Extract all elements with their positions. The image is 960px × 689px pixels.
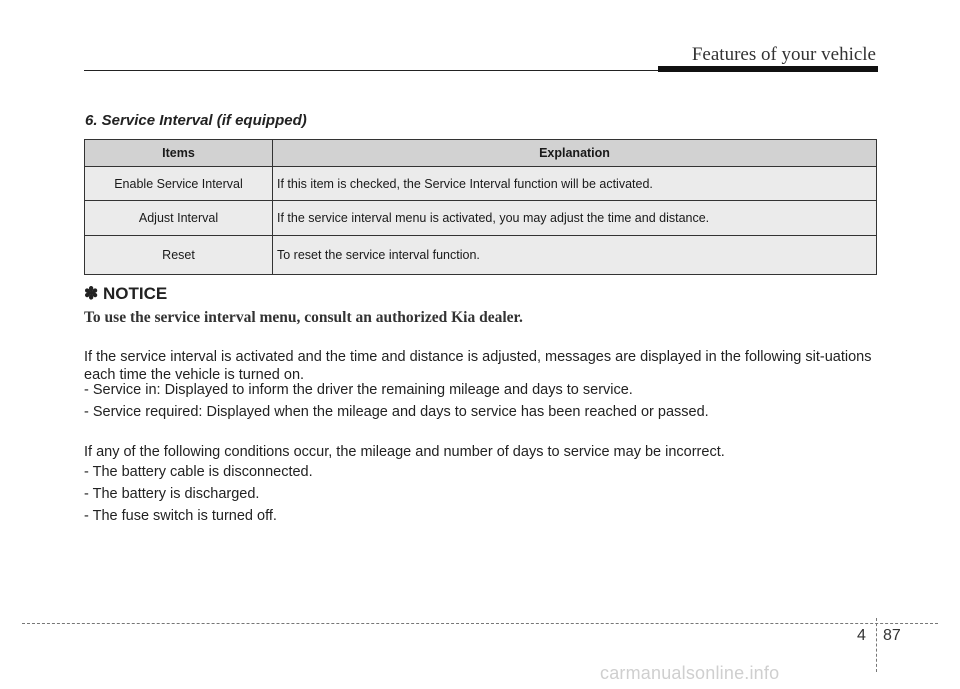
list-item: - Service in: Displayed to inform the driver the remaining mileage and days to service. bbox=[84, 382, 633, 398]
notice-subtitle: To use the service interval menu, consult an authorized Kia dealer. bbox=[84, 309, 523, 326]
notice-heading: ✽ NOTICE bbox=[84, 284, 168, 303]
service-interval-table bbox=[84, 139, 877, 275]
chapter-number: 4 bbox=[857, 627, 866, 644]
table-cell-item: Adjust Interval bbox=[85, 201, 273, 236]
footer-page-divider bbox=[876, 618, 877, 672]
column-header-explanation: Explanation bbox=[273, 140, 877, 167]
notice-paragraph: If any of the following conditions occur, the mileage and number of days to service may be incorrect. bbox=[84, 444, 725, 460]
page-header-title: Features of your vehicle bbox=[691, 44, 876, 65]
table-header-row bbox=[85, 140, 877, 167]
page-number: 87 bbox=[883, 627, 901, 644]
section-title: 6. Service Interval (if equipped) bbox=[85, 112, 307, 129]
table-row bbox=[85, 201, 877, 236]
notice-paragraph: If the service interval is activated and the time and distance is adjusted, messages are displayed in the following sit-uations each time the vehicle is turned on. bbox=[84, 349, 872, 383]
table-cell-explanation: If the service interval menu is activated, you may adjust the time and distance. bbox=[273, 201, 877, 236]
list-item: - Service required: Displayed when the mileage and days to service has been reached or passed. bbox=[84, 404, 709, 420]
list-item: - The fuse switch is turned off. bbox=[84, 508, 277, 524]
column-header-items: Items bbox=[85, 140, 273, 167]
table-cell-item: Enable Service Interval bbox=[85, 167, 273, 201]
header-rule-accent bbox=[658, 66, 878, 72]
table-row bbox=[85, 167, 877, 201]
watermark: carmanualsonline.info bbox=[600, 663, 780, 683]
list-item: - The battery is discharged. bbox=[84, 486, 260, 502]
table-cell-item: Reset bbox=[85, 236, 273, 275]
list-item: - The battery cable is disconnected. bbox=[84, 464, 313, 480]
header-rule bbox=[84, 70, 658, 71]
table-row bbox=[85, 236, 877, 275]
footer-divider bbox=[22, 623, 938, 624]
table-cell-explanation: If this item is checked, the Service Interval function will be activated. bbox=[273, 167, 877, 201]
table-cell-explanation: To reset the service interval function. bbox=[273, 236, 877, 275]
